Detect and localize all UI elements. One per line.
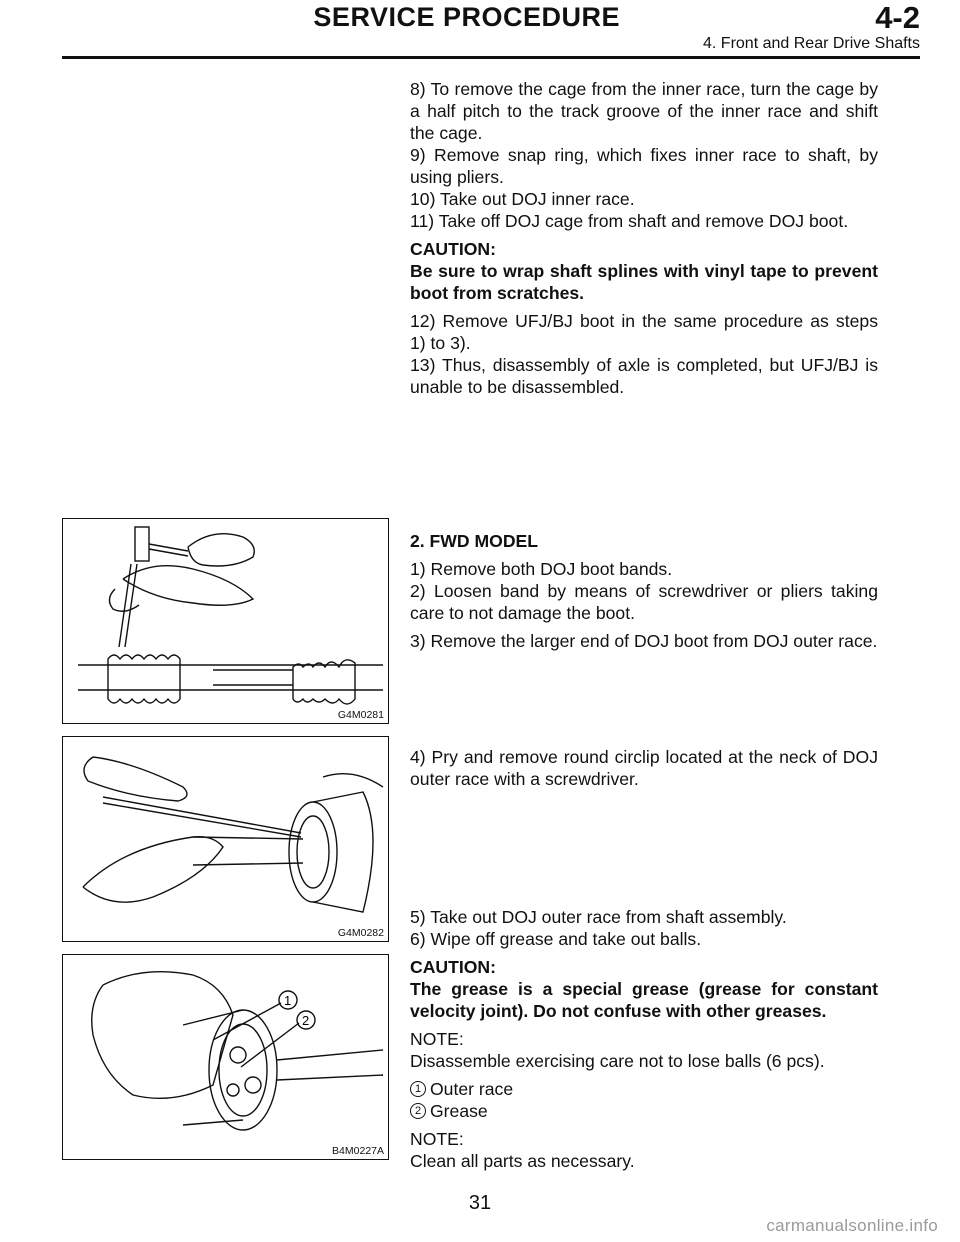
legend-label: Grease	[430, 1101, 488, 1121]
section-heading-fwd: 2. FWD MODEL	[410, 531, 539, 551]
page-header	[62, 0, 920, 62]
legend-number-badge: 1	[410, 1081, 426, 1097]
legend-item-2	[410, 1100, 878, 1122]
legend-item-1	[410, 1078, 878, 1100]
callout-2: 2	[302, 1013, 310, 1028]
step-4: 4) Pry and remove round circlip located at the neck of DOJ outer race with a screwdriver.	[410, 747, 878, 789]
text-block-circlip	[410, 746, 878, 796]
legend-label: Outer race	[430, 1079, 514, 1099]
text-block-disassembly	[410, 78, 878, 398]
step-12: 12) Remove UFJ/BJ boot in the same procedure as steps 1) to 3).	[410, 311, 878, 353]
note-text-1: Disassemble exercising care not to lose balls (6 pcs).	[410, 1051, 825, 1071]
circlip-illustration	[63, 737, 388, 941]
step-8: 8) To remove the cage from the inner race, turn the cage by a half pitch to the track groove of the inner race and shift the cage.	[410, 79, 878, 143]
header-title: SERVICE PROCEDURE	[313, 2, 620, 32]
step-3: 3) Remove the larger end of DOJ boot from DOJ outer race.	[410, 631, 878, 651]
caution-heading: CAUTION:	[410, 239, 497, 259]
watermark: carmanualsonline.info	[766, 1216, 938, 1235]
legend-number-badge: 2	[410, 1103, 426, 1119]
step-5: 5) Take out DOJ outer race from shaft assembly.	[410, 907, 787, 927]
figure-code: G4M0282	[337, 927, 384, 939]
figure-outer-race-grease	[62, 954, 389, 1160]
header-subtitle: 4. Front and Rear Drive Shafts	[703, 35, 920, 52]
header-rule	[62, 56, 920, 59]
step-1: 1) Remove both DOJ boot bands.	[410, 559, 673, 579]
caution-heading-2: CAUTION:	[410, 957, 497, 977]
step-13: 13) Thus, disassembly of axle is completed, but UFJ/BJ is unable to be disassembled.	[410, 355, 878, 397]
note-heading-1: NOTE:	[410, 1029, 464, 1049]
text-block-outer-race	[410, 906, 878, 1172]
note-heading-2: NOTE:	[410, 1129, 464, 1149]
step-6: 6) Wipe off grease and take out balls.	[410, 929, 702, 949]
step-9: 9) Remove snap ring, which fixes inner race to shaft, by using pliers.	[410, 145, 878, 187]
section-code: 4-2	[875, 0, 920, 35]
step-2: 2) Loosen band by means of screwdriver or pliers taking care to not damage the boot.	[410, 581, 878, 623]
figure-circlip-removal	[62, 736, 389, 942]
text-block-fwd-model	[410, 530, 878, 658]
boot-band-illustration	[63, 519, 388, 723]
callout-1: 1	[284, 993, 292, 1008]
page-number: 31	[468, 1192, 492, 1214]
note-text-2: Clean all parts as necessary.	[410, 1151, 635, 1171]
figure-code: G4M0281	[337, 709, 384, 721]
outer-race-illustration	[63, 955, 388, 1159]
figure-boot-band-removal	[62, 518, 389, 724]
figure-code: B4M0227A	[332, 1145, 384, 1157]
step-11: 11) Take off DOJ cage from shaft and remove DOJ boot.	[410, 211, 849, 231]
step-10: 10) Take out DOJ inner race.	[410, 189, 635, 209]
caution-text: Be sure to wrap shaft splines with vinyl tape to prevent boot from scratches.	[410, 261, 878, 303]
caution-text-2: The grease is a special grease (grease for constant velocity joint). Do not confuse with other greases.	[410, 979, 878, 1021]
